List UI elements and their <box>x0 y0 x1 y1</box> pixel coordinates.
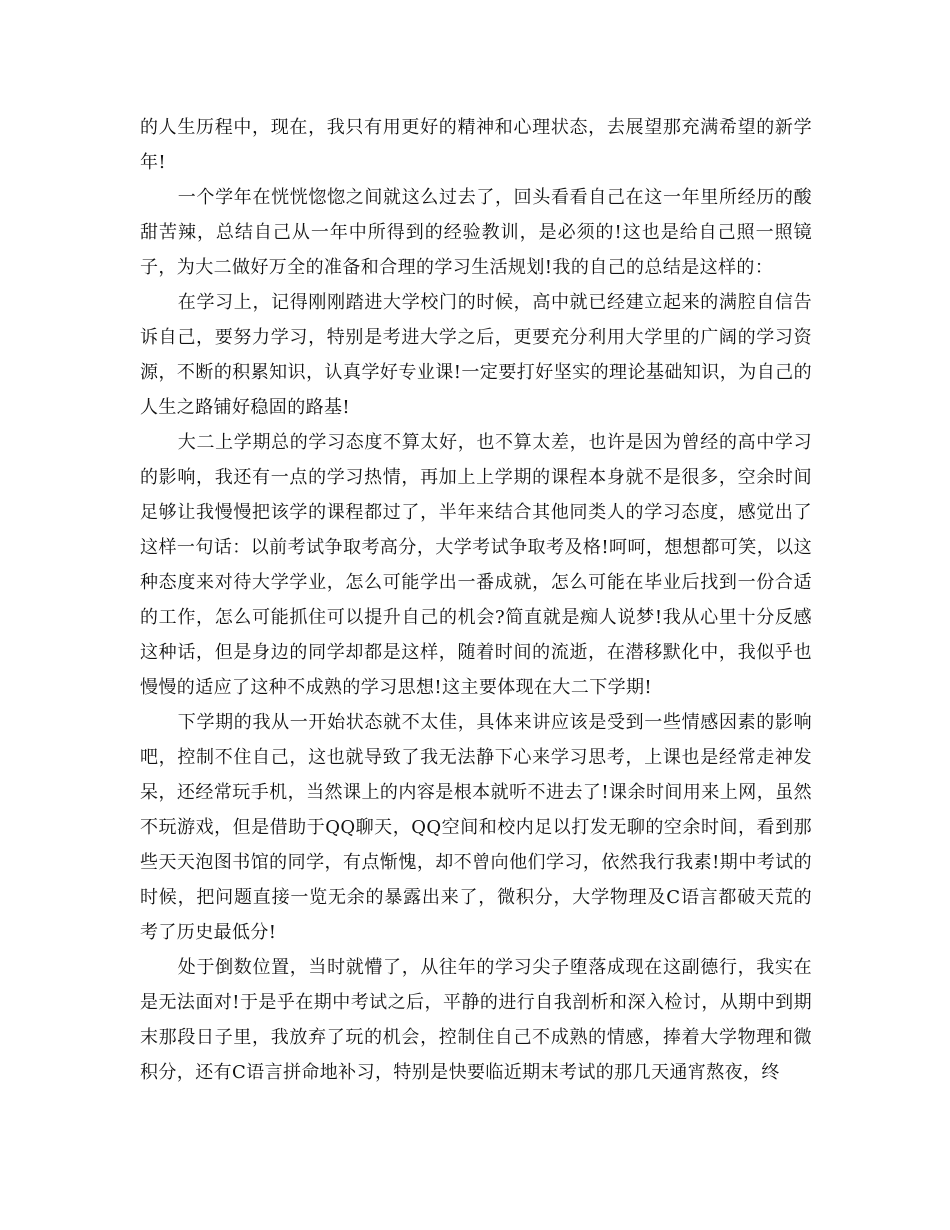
paragraph-year-review: 一个学年在恍恍惚惚之间就这么过去了，回头看看自己在这一年里所经历的酸甜苦辣，总结自己从一年中所得到的经验教训，是必须的!这也是给自己照一照镜子，为大二做好万全的准备和合理的学习生活规划!我的自己的总结是这样的： <box>140 187 812 278</box>
paragraph-self-reflection: 处于倒数位置，当时就懵了，从往年的学习尖子堕落成现在这副德行，我实在是无法面对!于是乎在期中考试之后，平静的进行自我剖析和深入检讨，从期中到期末那段日子里，我放弃了玩的机会，控制住自己不成熟的情感，捧着大学物理和微积分，还有C语言拼命地补习，特别是快要临近期末考试的那几天通宵熬夜，终 <box>140 957 812 1083</box>
paragraph-continuation: 的人生历程中，现在，我只有用更好的精神和心理状态，去展望那充满希望的新学年! <box>140 117 812 173</box>
paragraph-second-semester: 下学期的我从一开始状态就不太佳，具体来讲应该是受到一些情感因素的影响吧，控制不住自己，这也就导致了我无法静下心来学习思考，上课也是经常走神发呆，还经常玩手机，当然课上的内容是根本就听不进去了!课余时间用来上网，虽然不玩游戏，但是借助于QQ聊天，QQ空间和校内足以打发无聊的空余时间，看到那些天天泡图书馆的同学，有点惭愧，却不曾向他们学习，依然我行我素!期中考试的时候，把问题直接一览无余的暴露出来了，微积分，大学物理及C语言都破天荒的考了历史最低分! <box>140 712 812 943</box>
paragraph-first-semester: 大二上学期总的学习态度不算太好，也不算太差，也许是因为曾经的高中学习的影响，我还有一点的学习热情，再加上上学期的课程本身就不是很多，空余时间足够让我慢慢把该学的课程都过了，半年来结合其他同类人的学习态度，感觉出了这样一句话：以前考试争取考高分，大学考试争取考及格!呵呵，想想都可笑，以这种态度来对待大学学业，怎么可能学出一番成就，怎么可能在毕业后找到一份合适的工作，怎么可能抓住可以提升自己的机会?简直就是痴人说梦!我从心里十分反感这种话，但是身边的同学却都是这样，随着时间的流逝，在潜移默化中，我似乎也慢慢的适应了这种不成熟的学习思想!这主要体现在大二下学期! <box>140 432 812 698</box>
document-body <box>140 110 812 1090</box>
paragraph-study-goals: 在学习上，记得刚刚踏进大学校门的时候，高中就已经建立起来的满腔自信告诉自己，要努力学习，特别是考进大学之后，更要充分利用大学里的广阔的学习资源，不断的积累知识，认真学好专业课!一定要打好坚实的理论基础知识，为自己的人生之路铺好稳固的路基! <box>140 292 812 418</box>
